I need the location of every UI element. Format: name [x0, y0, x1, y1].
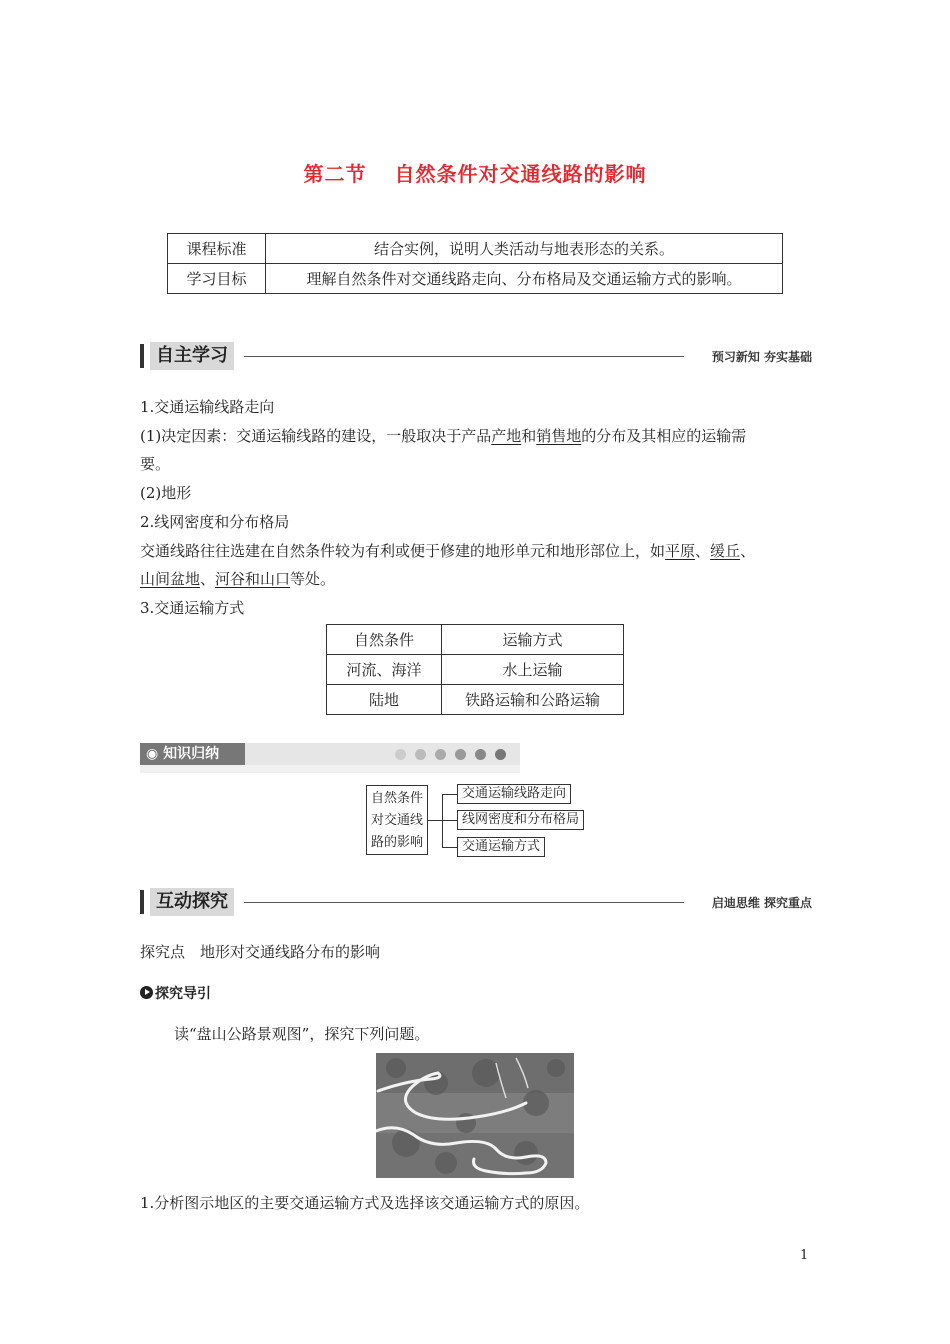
answer-blank: 缓丘 [710, 542, 741, 560]
text-segment: (1)决定因素：交通运输线路的建设，一般取决于产品 [140, 427, 492, 445]
table-cell: 水上运输 [442, 655, 624, 685]
table-row [327, 685, 624, 715]
heading-route-direction: 1.交通运输线路走向 [140, 398, 275, 416]
text-segment: 交通线路往往选建在自然条件较为有利或便于修建的地形单元和地形部位上，如 [140, 542, 666, 560]
exploration-guide-heading [140, 983, 211, 1003]
table-cell: 陆地 [327, 685, 442, 715]
section-bar-marker [140, 344, 144, 368]
concept-map-leaf: 交通运输方式 [457, 837, 545, 857]
answer-blank: 平原 [665, 542, 696, 560]
transport-mode-table [326, 624, 624, 715]
decorative-dot [475, 749, 486, 760]
root-line: 对交通线 [370, 813, 423, 828]
guide-label: 探究导引 [155, 986, 211, 1002]
standards-table [167, 233, 783, 294]
table-cell: 铁路运输和公路运输 [442, 685, 624, 715]
section-bar-marker [140, 890, 144, 914]
item-terrain: (2)地形 [140, 484, 192, 502]
mountain-road-image [376, 1053, 574, 1178]
paragraph-network-layout [140, 540, 755, 562]
root-line: 路的影响 [370, 835, 423, 850]
section-header-self-study [140, 342, 812, 370]
answer-blank: 销售地 [536, 427, 582, 445]
paragraph-deciding-factors [140, 425, 746, 447]
page-number: 1 [800, 1248, 809, 1263]
answer-blank: 山间盆地 [140, 570, 201, 588]
title-text: 自然条件对交通线路的影响 [394, 162, 647, 186]
table-cell: 河流、海洋 [327, 655, 442, 685]
decorative-dot [415, 749, 426, 760]
heading-transport-mode: 3.交通运输方式 [140, 599, 245, 617]
play-icon [140, 986, 153, 999]
root-line: 自然条件 [370, 791, 423, 806]
objective-key: 学习目标 [168, 264, 266, 294]
table-row [168, 234, 783, 264]
knowledge-summary-header [140, 743, 520, 773]
section-header-interactive [140, 888, 812, 916]
exploration-point: 探究点 地形对交通线路分布的影响 [140, 943, 381, 961]
divider [244, 902, 684, 903]
title-section-number: 第二节 [303, 162, 367, 186]
section-subtitle: 预习新知 夯实基础 [711, 350, 812, 364]
decorative-dot [395, 749, 406, 760]
concept-map-leaf: 交通运输线路走向 [457, 784, 571, 804]
table-row [168, 264, 783, 294]
divider [244, 356, 684, 357]
decorative-dot [495, 749, 506, 760]
text-segment: 等处。 [290, 570, 336, 588]
concept-map-leaf: 线网密度和分布格局 [457, 810, 584, 830]
heading-network-density: 2.线网密度和分布格局 [140, 513, 290, 531]
text-segment: 的分布及其相应的运输需 [581, 427, 747, 445]
table-header-row [327, 625, 624, 655]
paragraph-continuation: 要。 [140, 455, 171, 473]
paragraph-network-layout-cont [140, 568, 335, 590]
objective-value: 理解自然条件对交通线路走向、分布格局及交通运输方式的影响。 [266, 264, 783, 294]
reading-instruction: 读“盘山公路景观图”，探究下列问题。 [174, 1025, 430, 1043]
answer-blank: 河谷和山口 [215, 570, 291, 588]
standard-value: 结合实例，说明人类活动与地表形态的关系。 [266, 234, 783, 264]
table-header-cell: 自然条件 [327, 625, 442, 655]
connector-line [442, 794, 457, 795]
decorative-dot [455, 749, 466, 760]
section-title: 自主学习 [150, 342, 234, 370]
standard-key: 课程标准 [168, 234, 266, 264]
text-segment: 和 [521, 427, 537, 445]
section-subtitle: 启迪思维 探究重点 [711, 896, 812, 910]
text-segment: 、 [200, 570, 216, 588]
answer-blank: 产地 [491, 427, 522, 445]
text-segment: 、 [695, 542, 711, 560]
mountain-road-photo [376, 1053, 574, 1178]
connector-line [442, 847, 457, 848]
page-title [0, 158, 950, 187]
table-row [327, 655, 624, 685]
text-segment: 、 [740, 542, 756, 560]
connector-line [442, 820, 457, 821]
concept-map-root [366, 785, 428, 855]
table-header-cell: 运输方式 [442, 625, 624, 655]
header-shadow [140, 765, 520, 773]
knowledge-summary-label: ◉ 知识归纳 [140, 743, 245, 765]
decorative-dot [435, 749, 446, 760]
connector-line [428, 820, 442, 821]
section-title: 互动探究 [150, 888, 234, 916]
question-1: 1.分析图示地区的主要交通运输方式及选择该交通运输方式的原因。 [140, 1194, 590, 1212]
